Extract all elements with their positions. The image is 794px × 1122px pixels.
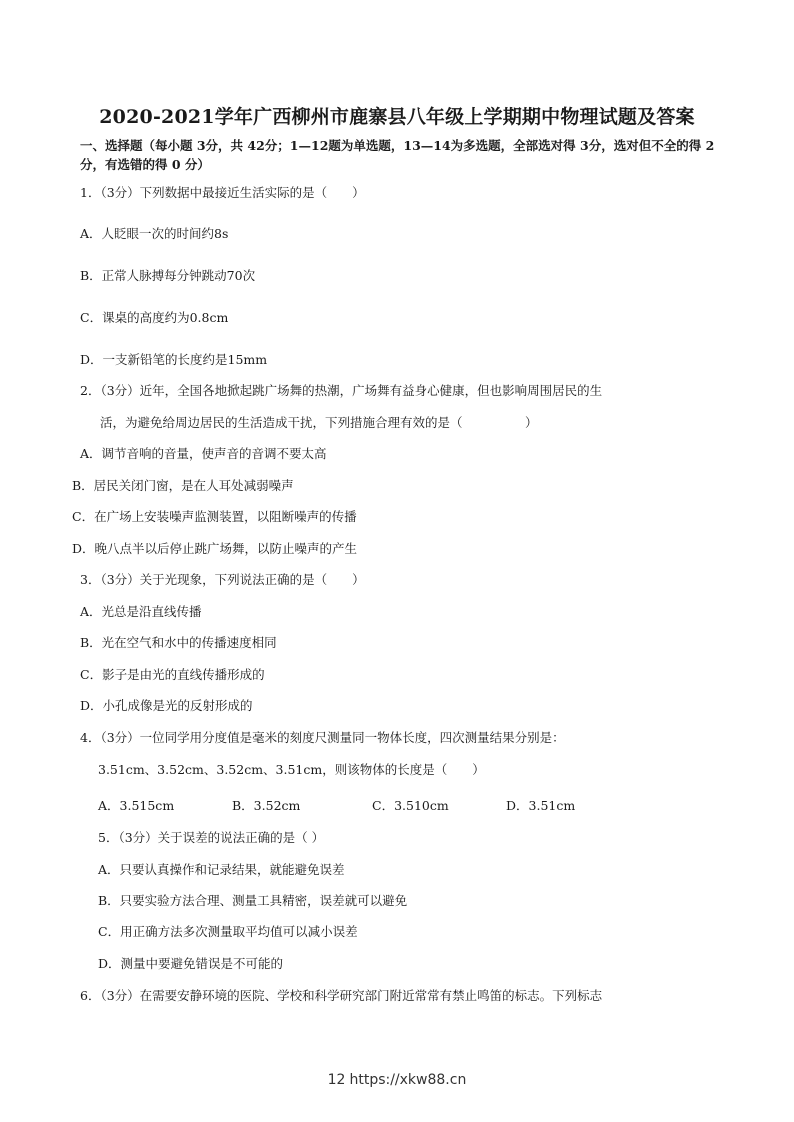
question-4-stem-line-1: 4．（3分）一位同学用分度值是毫米的刻度尺测量同一物体长度，四次测量结果分别是：	[80, 730, 565, 745]
question-5-stem: 5．（3分）关于误差的说法正确的是（ ）	[98, 830, 325, 845]
question-2-stem-line-2: 活，为避免给周边居民的生活造成干扰，下列措施合理有效的是（ ）	[100, 415, 538, 430]
question-3-stem: 3．（3分）关于光现象，下列说法正确的是（ ）	[80, 572, 365, 587]
question-2-option-b: B．居民关闭门窗，是在人耳处减弱噪声	[72, 478, 294, 493]
page-title: 2020-2021学年广西柳州市鹿寨县八年级上学期期中物理试题及答案	[99, 106, 695, 128]
question-4-option-d: D．3.51cm	[506, 798, 576, 813]
question-4-stem-line-2: 3.51cm、3.52cm、3.52cm、3.51cm，则该物体的长度是（ ）	[98, 762, 485, 777]
question-5-option-a: A．只要认真操作和记录结果，就能避免误差	[98, 862, 345, 877]
question-2-option-c: C．在广场上安装噪声监测装置，以阻断噪声的传播	[72, 509, 357, 524]
question-3-option-c: C．影子是由光的直线传播形成的	[80, 667, 265, 682]
question-2-option-d: D．晚八点半以后停止跳广场舞，以防止噪声的产生	[72, 541, 358, 556]
question-1-option-c: C．课桌的高度约为0.8cm	[80, 310, 229, 325]
section-header: 一、选择题（每小题 3分，共 42分；1—12题为单选题，13—14为多选题，全部选对得 3分，选对但不全的得 2 分，有选错的得 0 分）	[80, 138, 715, 172]
question-4-option-c: C．3.510cm	[372, 798, 449, 813]
question-3-option-d: D．小孔成像是光的反射形成的	[80, 698, 253, 713]
question-5-option-d: D．测量中要避免错误是不可能的	[98, 956, 284, 971]
question-2-option-a: A．调节音响的音量，使声音的音调不要太高	[80, 446, 327, 461]
question-5-option-c: C．用正确方法多次测量取平均值可以减小误差	[98, 924, 358, 939]
question-1-option-a: A．人眨眼一次的时间约8s	[80, 226, 229, 241]
question-2-stem-line-1: 2．（3分）近年，全国各地掀起跳广场舞的热潮，广场舞有益身心健康，但也影响周围居民的生	[80, 383, 603, 398]
question-5-option-b: B．只要实验方法合理、测量工具精密，误差就可以避免	[98, 893, 408, 908]
question-4-option-a: A．3.515cm	[98, 798, 175, 813]
page-number: 12	[327, 1072, 346, 1088]
question-3-option-a: A．光总是沿直线传播	[80, 604, 202, 619]
question-1-option-d: D．一支新铅笔的长度约是15mm	[80, 352, 268, 367]
question-1-stem: 1．（3分）下列数据中最接近生活实际的是（ ）	[80, 185, 365, 200]
question-4-option-b: B．3.52cm	[232, 798, 301, 813]
question-6-stem: 6．（3分）在需要安静环境的医院、学校和科学研究部门附近常常有禁止鸣笛的标志。下列标志	[80, 988, 603, 1003]
question-3-option-b: B．光在空气和水中的传播速度相同	[80, 635, 277, 650]
footer-url-link[interactable]: https://xkw88.cn	[349, 1072, 467, 1088]
question-1-option-b: B．正常人脉搏每分钟跳动70次	[80, 268, 256, 283]
page-footer	[0, 1072, 794, 1088]
